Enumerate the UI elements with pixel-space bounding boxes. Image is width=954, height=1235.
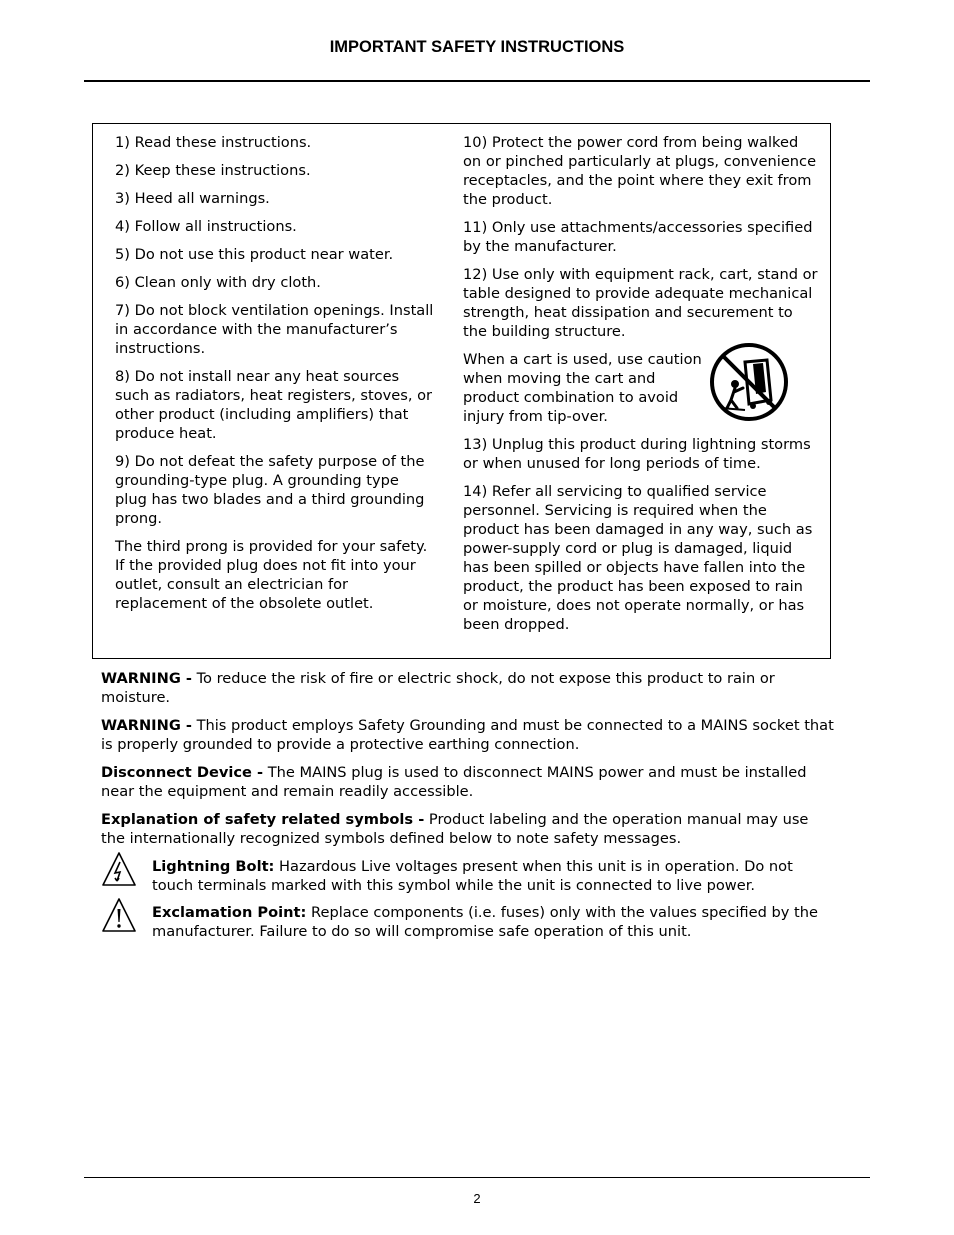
disconnect-label: Disconnect Device -: [101, 764, 264, 781]
instruction-item: 5) Do not use this product near water.: [115, 246, 394, 263]
exclamation-point-icon: [101, 897, 137, 933]
instructions-right-column: [463, 133, 819, 643]
instruction-item: 9) Do not defeat the safety purpose of the grounding-type plug. A grounding type plug has two blades and a third grounding prong.: [115, 453, 425, 527]
exclamation-point-label: Exclamation Point:: [152, 904, 307, 921]
footer-rule: [84, 1177, 870, 1178]
symbol-exclamation-row: [101, 903, 836, 941]
warning-label: WARNING -: [101, 717, 192, 734]
disconnect-paragraph: [101, 763, 836, 801]
disconnect-text: The MAINS plug is used to disconnect MAINS power and must be installed near the equipment and remain readily accessible.: [101, 764, 807, 800]
cart-tipover-warning-icon: [709, 342, 791, 422]
instruction-item: 14) Refer all servicing to qualified service personnel. Servicing is required when the product has been damaged in any way, such as power-supply cord or plug is damaged, liquid has been spilled or objects have fallen into the product, the product has been exposed to rain or moisture, does not operate normally, or has been dropped.: [463, 483, 813, 633]
instructions-box: [92, 123, 831, 659]
instruction-item: The third prong is provided for your safety. If the provided plug does not fit into your outlet, consult an electrician for replacement of the obsolete outlet.: [115, 538, 428, 612]
warning-label: WARNING -: [101, 670, 192, 687]
symbol-lightning-row: [101, 857, 836, 895]
lightning-bolt-text: Hazardous Live voltages present when this unit is in operation. Do not touch terminals marked with this symbol while the unit is connected to live power.: [152, 858, 793, 894]
safety-notes: [101, 669, 836, 949]
instruction-item: 13) Unplug this product during lightning storms or when unused for long periods of time.: [463, 436, 811, 472]
instruction-item: 7) Do not block ventilation openings. Install in accordance with the manufacturer’s instructions.: [115, 302, 434, 357]
header-rule: [84, 80, 870, 82]
instruction-item: 6) Clean only with dry cloth.: [115, 274, 321, 291]
symbols-explanation-label: Explanation of safety related symbols -: [101, 811, 425, 828]
warning-paragraph: [101, 669, 836, 707]
warning-paragraph: [101, 716, 836, 754]
instruction-item: 3) Heed all warnings.: [115, 190, 270, 207]
instruction-item: 2) Keep these instructions.: [115, 162, 311, 179]
instruction-item: 8) Do not install near any heat sources such as radiators, heat registers, stoves, or other product (including amplifiers) that produce heat.: [115, 368, 433, 442]
cart-warning: [463, 350, 819, 426]
instruction-item: 11) Only use attachments/accessories specified by the manufacturer.: [463, 219, 813, 255]
lightning-bolt-icon: [101, 851, 137, 887]
symbols-explanation-paragraph: [101, 810, 836, 848]
instructions-left-column: [115, 133, 435, 622]
instruction-item: 1) Read these instructions.: [115, 134, 312, 151]
lightning-bolt-label: Lightning Bolt:: [152, 858, 275, 875]
page-title: IMPORTANT SAFETY INSTRUCTIONS: [329, 38, 625, 56]
exclamation-point-text: Replace components (i.e. fuses) only with the values specified by the manufacturer. Failure to do so will compromise safe operation of this unit.: [152, 904, 818, 940]
cart-warning-text: When a cart is used, use caution when moving the cart and product combination to avoid injury from tip-over.: [463, 351, 702, 425]
symbols-explanation-text: Product labeling and the operation manual may use the internationally recognized symbols defined below to note safety messages.: [101, 811, 809, 847]
warning-text: To reduce the risk of fire or electric shock, do not expose this product to rain or moisture.: [101, 670, 775, 706]
instruction-item: 10) Protect the power cord from being walked on or pinched particularly at plugs, convenience receptacles, and the point where they exit from the product.: [463, 134, 817, 208]
page-number: 2: [473, 1191, 481, 1206]
instruction-item: 12) Use only with equipment rack, cart, stand or table designed to provide adequate mechanical strength, heat dissipation and securement to the building structure.: [463, 266, 818, 340]
instruction-item: 4) Follow all instructions.: [115, 218, 297, 235]
warning-text: This product employs Safety Grounding and must be connected to a MAINS socket that is properly grounded to provide a protective earthing connection.: [101, 717, 834, 753]
